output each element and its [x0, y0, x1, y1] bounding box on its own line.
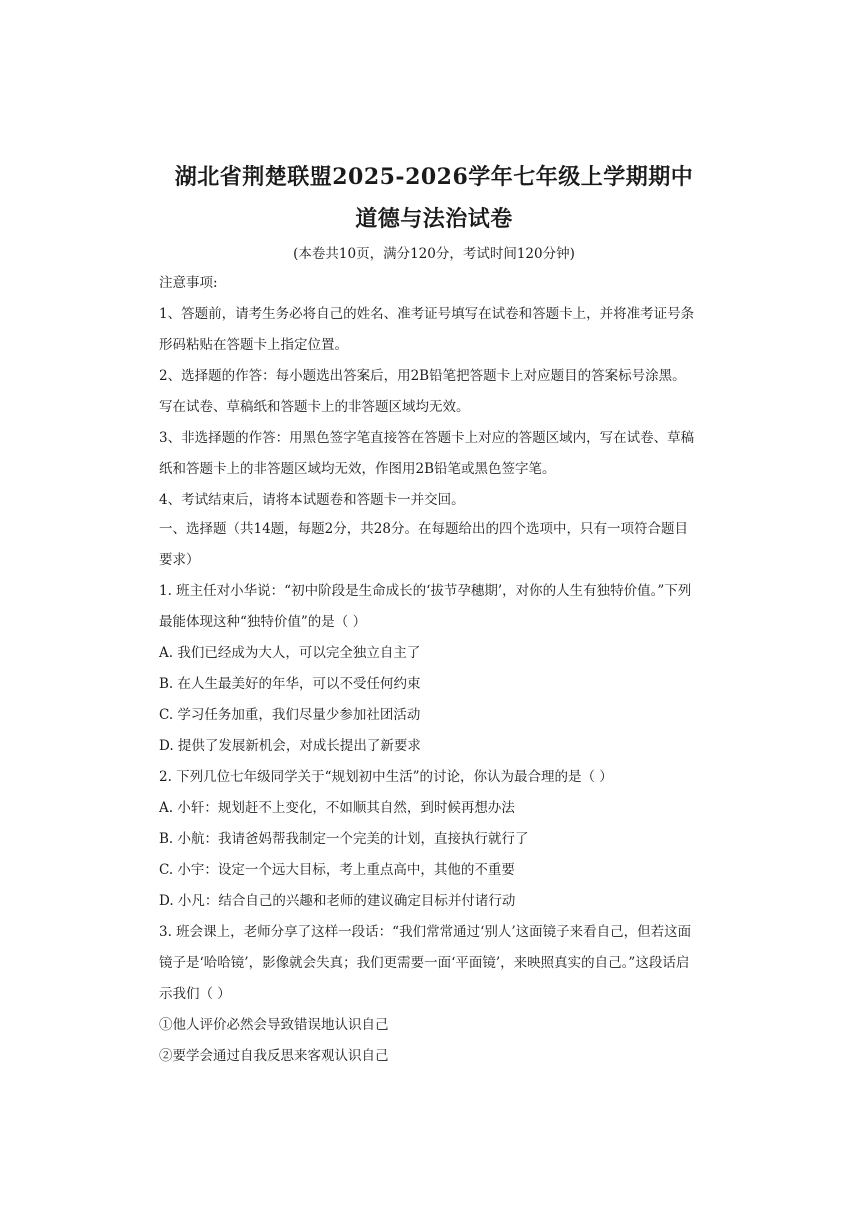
section-heading: 一、选择题（共14题，每题2分，共28分。在每题给出的四个选项中，只有一项符合题目 [159, 521, 688, 537]
notice-line: 3、非选择题的作答：用黑色签字笔直接答在答题卡上对应的答题区域内，写在试卷、草稿 [159, 430, 695, 446]
answer-option: B. 小航：我请爸妈帮我制定一个完美的计划，直接执行就行了 [159, 831, 529, 847]
subject-title: 道德与法治试卷 [355, 206, 513, 232]
question-stem: 2. 下列几位七年级同学关于“规划初中生活”的讨论，你认为最合理的是（ ） [159, 769, 613, 785]
question-stem: 1. 班主任对小华说：“初中阶段是生命成长的‘拔节孕穗期’，对你的人生有独特价值。”下列 [159, 583, 692, 599]
section-heading: 要求） [159, 552, 200, 568]
notice-line: 2、选择题的作答：每小题选出答案后，用2B铅笔把答题卡上对应题目的答案标号涂黑。 [159, 368, 686, 384]
notice-line: 纸和答题卡上的非答题区域均无效，作图用2B铅笔或黑色签字笔。 [159, 461, 556, 477]
answer-option: ①他人评价必然会导致错误地认识自己 [159, 1017, 389, 1033]
answer-option: A. 我们已经成为大人，可以完全独立自主了 [159, 645, 421, 661]
answer-option: C. 学习任务加重，我们尽量少参加社团活动 [159, 707, 421, 723]
question-stem: 3. 班会课上，老师分享了这样一段话：“我们常常通过‘别人’这面镜子来看自己，但若这面 [159, 924, 692, 940]
answer-option: A. 小轩：规划赶不上变化，不如顺其自然，到时候再想办法 [159, 800, 515, 816]
question-stem: 最能体现这种“独特价值”的是（ ） [159, 614, 367, 630]
question-stem: 示我们（ ） [159, 986, 231, 1002]
notice-line: 形码粘贴在答题卡上指定位置。 [159, 337, 348, 353]
answer-option: ②要学会通过自我反思来客观认识自己 [159, 1048, 389, 1064]
answer-option: B. 在人生最美好的年华，可以不受任何约束 [159, 676, 421, 692]
notice-heading: 注意事项: [159, 275, 218, 291]
notice-line: 1、答题前，请考生务必将自己的姓名、准考证号填写在试卷和答题卡上，并将准考证号条 [159, 306, 695, 322]
answer-option: D. 小凡：结合自己的兴趣和老师的建议确定目标并付诸行动 [159, 893, 516, 909]
question-stem: 镜子是‘哈哈镜’，影像就会失真；我们更需要一面‘平面镜’，来映照真实的自己。”这段话启 [159, 955, 690, 971]
exam-title: 湖北省荆楚联盟2025-2026学年七年级上学期期中 [174, 164, 694, 190]
notice-line: 4、考试结束后，请将本试题卷和答题卡一并交回。 [159, 492, 465, 508]
answer-option: D. 提供了发展新机会，对成长提出了新要求 [159, 738, 421, 754]
answer-option: C. 小宇：设定一个远大目标，考上重点高中，其他的不重要 [159, 862, 515, 878]
exam-info: (本卷共10页，满分120分，考试时间120分钟) [293, 246, 575, 262]
notice-line: 写在试卷、草稿纸和答题卡上的非答题区域均无效。 [159, 399, 470, 415]
